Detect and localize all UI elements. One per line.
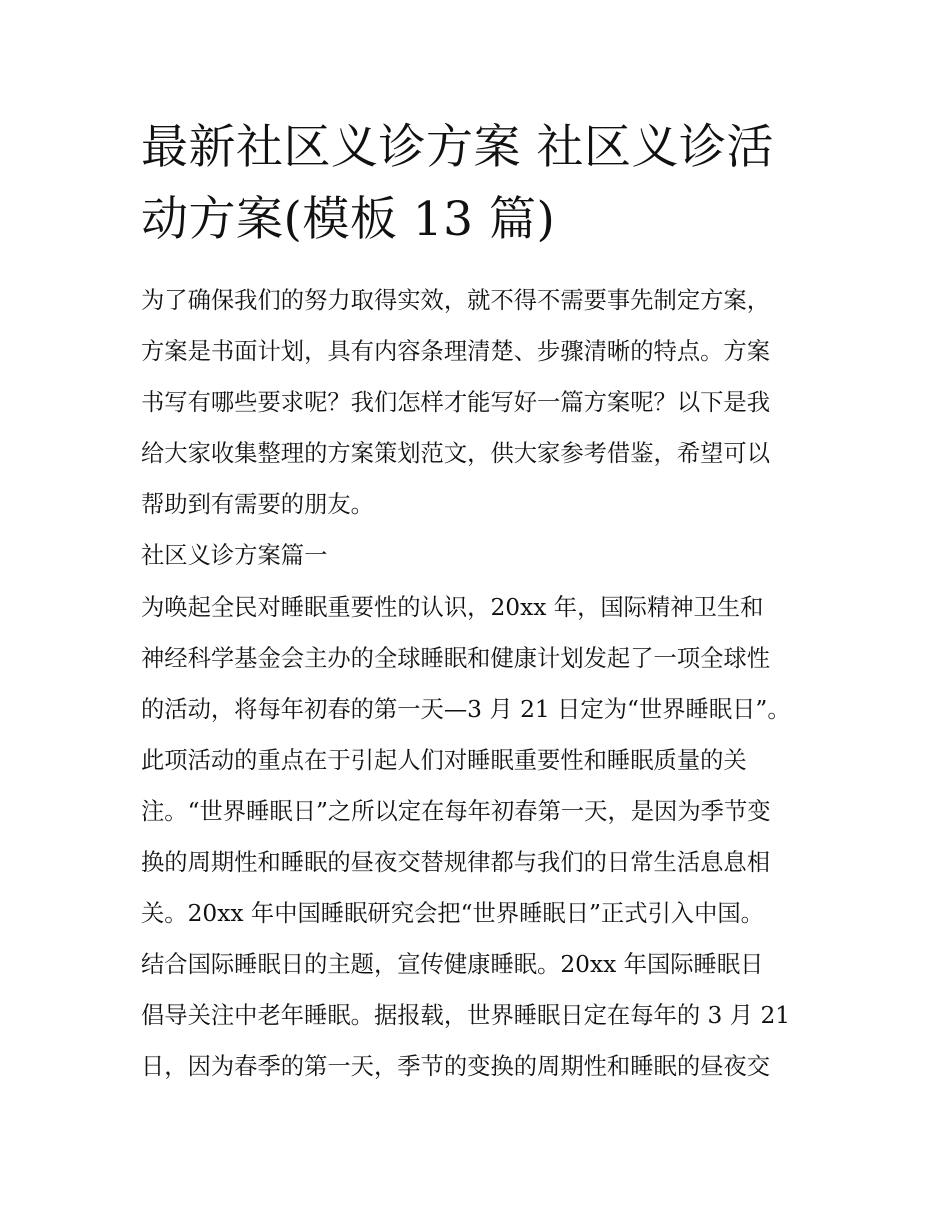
intro-line: 给大家收集整理的方案策划范文，供大家参考借鉴，希望可以: [141, 440, 771, 468]
section-heading: 社区义诊方案篇一: [141, 542, 328, 570]
paragraph-line: 神经科学基金会主办的全球睡眠和健康计划发起了一项全球性: [141, 644, 771, 672]
paragraph-line: 注。“世界睡眠日”之所以定在每年初春第一天，是因为季节变: [141, 797, 771, 825]
intro-line: 方案是书面计划，具有内容条理清楚、步骤清晰的特点。方案: [141, 338, 771, 366]
document-body: [141, 275, 813, 1093]
paragraph-line: 倡导关注中老年睡眠。据报载，世界睡眠日定在每年的 3 月 21: [141, 1002, 791, 1030]
paragraph-line: 的活动，将每年初春的第一天—3 月 21 日定为“世界睡眠日”。: [141, 695, 791, 723]
intro-line: 书写有哪些要求呢？我们怎样才能写好一篇方案呢？以下是我: [141, 389, 771, 417]
paragraph-line: 日，因为春季的第一天，季节的变换的周期性和睡眠的昼夜交: [141, 1053, 771, 1081]
paragraph-line: 为唤起全民对睡眠重要性的认识，20xx 年，国际精神卫生和: [141, 593, 764, 621]
document-content: [141, 112, 813, 1093]
paragraph-line: 换的周期性和睡眠的昼夜交替规律都与我们的日常生活息息相: [141, 849, 771, 877]
intro-line: 帮助到有需要的朋友。: [141, 491, 374, 519]
paragraph-line: 此项活动的重点在于引起人们对睡眠重要性和睡眠质量的关: [141, 746, 747, 774]
document-title: [141, 112, 813, 256]
paragraph-line: 结合国际睡眠日的主题，宣传健康睡眠。20xx 年国际睡眠日: [141, 951, 764, 979]
intro-line: 为了确保我们的努力取得实效，就不得不需要事先制定方案，: [141, 287, 771, 314]
title-line-1: 最新社区义诊方案 社区义诊活: [141, 120, 774, 175]
title-line-2: 动方案(模板 13 篇): [141, 192, 556, 247]
paragraph-line: 关。20xx 年中国睡眠研究会把“世界睡眠日”正式引入中国。: [141, 900, 764, 928]
